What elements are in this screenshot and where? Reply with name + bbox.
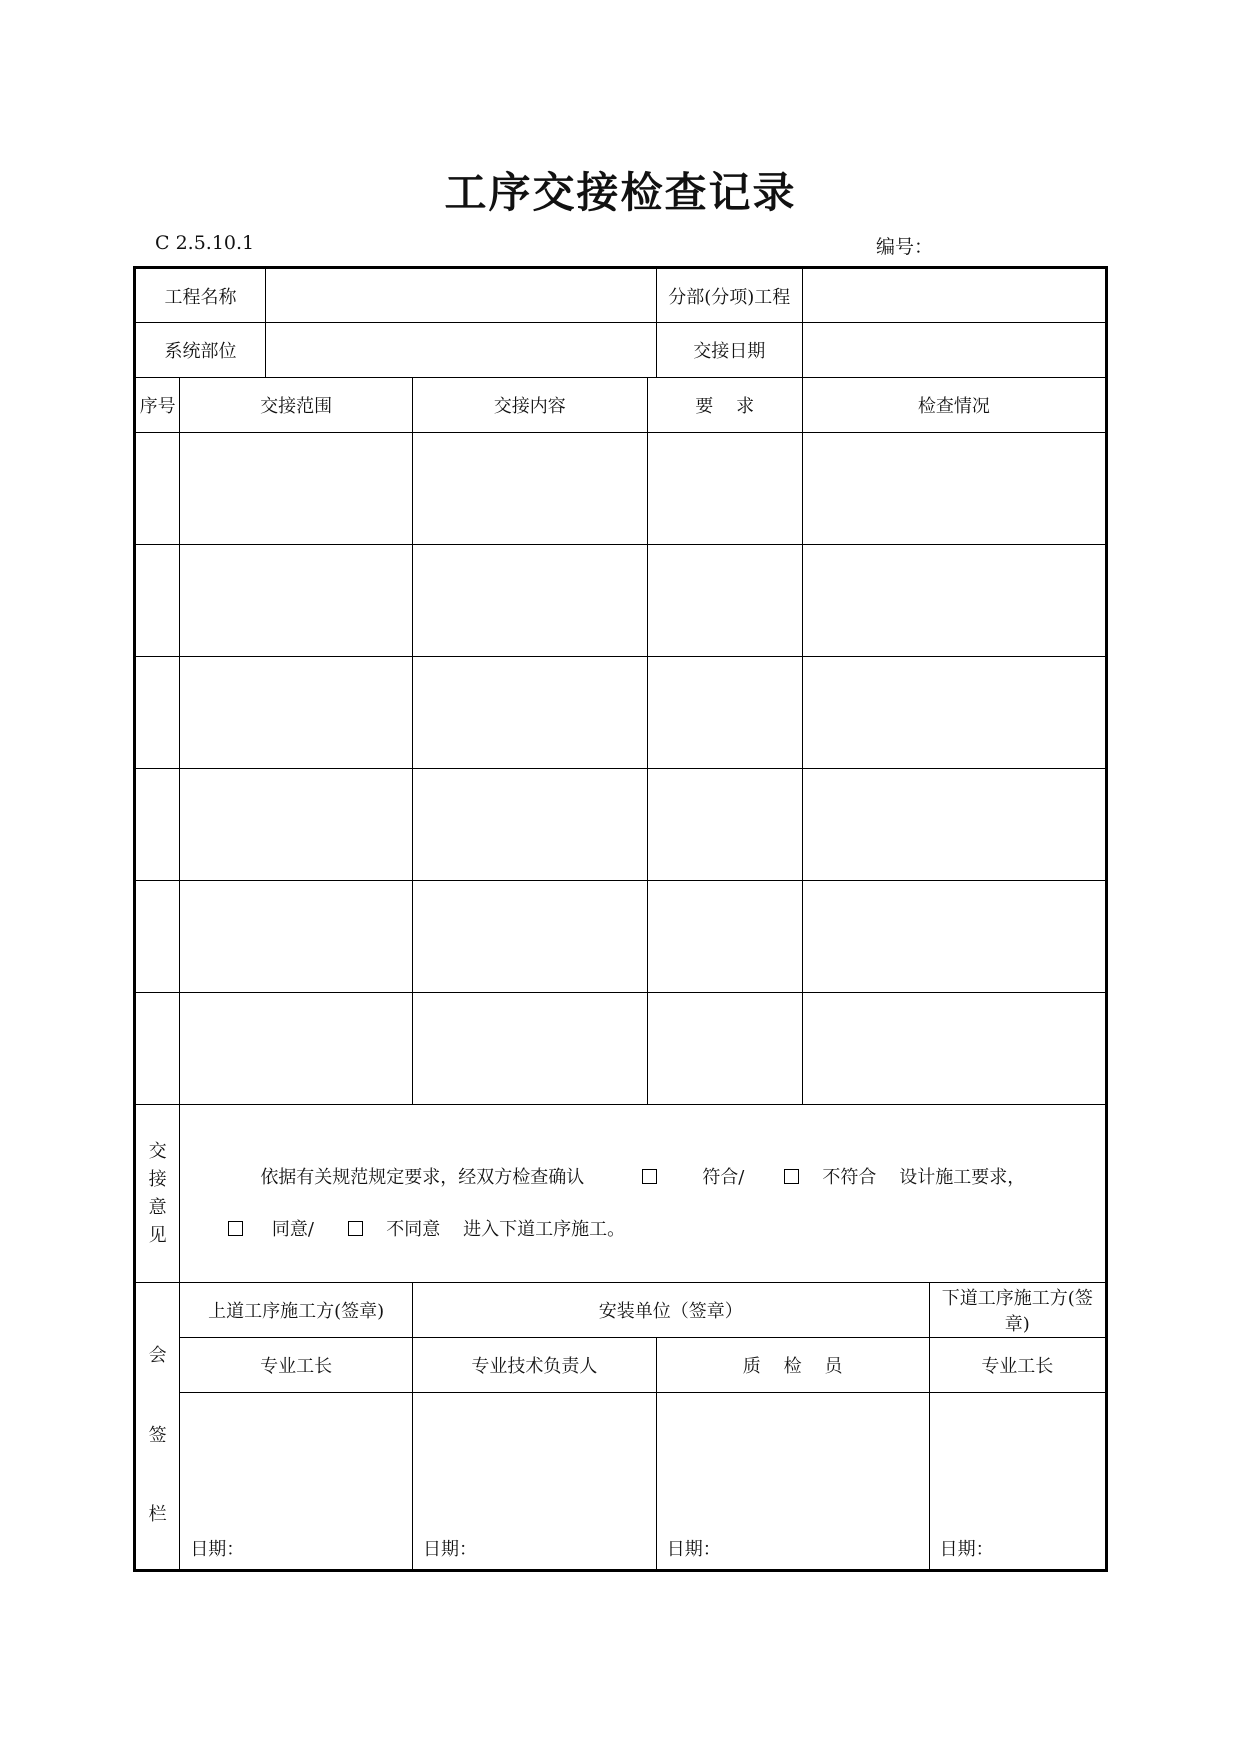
downstream-foreman-label: 专业工长 xyxy=(929,1338,1106,1393)
date-label: 日期： xyxy=(666,1539,721,1560)
cell-scope[interactable] xyxy=(180,993,413,1105)
handover-opinion-row xyxy=(135,1105,1107,1283)
cell-requirement[interactable] xyxy=(647,881,802,993)
cell-content[interactable] xyxy=(412,881,647,993)
cell-seq[interactable] xyxy=(135,881,180,993)
cell-seq[interactable] xyxy=(135,769,180,881)
project-name-label: 工程名称 xyxy=(135,268,266,323)
not-conform-checkbox[interactable] xyxy=(784,1169,799,1184)
disagree-label: 不同意 xyxy=(386,1219,441,1240)
upstream-signature-cell[interactable] xyxy=(180,1393,413,1571)
record-number-label: 编号： xyxy=(876,236,934,258)
conform-checkbox[interactable] xyxy=(642,1169,657,1184)
opinion-basis-text: 依据有关规范规定要求，经双方检查确认 xyxy=(260,1167,585,1188)
date-label: 日期： xyxy=(190,1539,245,1560)
handover-date-label: 交接日期 xyxy=(656,323,802,378)
signoff-role-row xyxy=(135,1338,1107,1393)
handover-date-field[interactable] xyxy=(802,323,1106,378)
date-label: 日期： xyxy=(422,1539,477,1560)
system-part-field[interactable] xyxy=(265,323,656,378)
project-name-field[interactable] xyxy=(265,268,656,323)
cell-seq[interactable] xyxy=(135,657,180,769)
cell-requirement[interactable] xyxy=(647,433,802,545)
table-row xyxy=(135,657,1107,769)
form-code: C 2.5.10.1 xyxy=(155,232,255,254)
cell-scope[interactable] xyxy=(180,433,413,545)
downstream-party-label: 下道工序施工方(签章) xyxy=(929,1283,1106,1338)
opinion-label-char: 意 xyxy=(148,1196,167,1218)
cell-inspection[interactable] xyxy=(802,433,1106,545)
handover-opinion-label xyxy=(135,1105,180,1283)
conform-label: 符合/ xyxy=(702,1167,745,1188)
disagree-checkbox[interactable] xyxy=(348,1221,363,1236)
handover-opinion-cell xyxy=(180,1105,1107,1283)
table-row xyxy=(135,545,1107,657)
cell-requirement[interactable] xyxy=(647,993,802,1105)
page-title: 工序交接检查记录 xyxy=(444,168,797,217)
cell-content[interactable] xyxy=(412,545,647,657)
upstream-party-label: 上道工序施工方(签章) xyxy=(180,1283,413,1338)
design-requirement-text: 设计施工要求， xyxy=(899,1167,1026,1188)
inspector-label: 质 检 员 xyxy=(656,1338,929,1393)
next-process-text: 进入下道工序施工。 xyxy=(463,1219,626,1240)
column-inspection: 检查情况 xyxy=(802,378,1106,433)
system-part-label: 系统部位 xyxy=(135,323,266,378)
subproject-field[interactable] xyxy=(802,268,1106,323)
column-seq: 序号 xyxy=(135,378,180,433)
signoff-label-char: 会 xyxy=(148,1345,167,1366)
column-scope: 交接范围 xyxy=(180,378,413,433)
cell-scope[interactable] xyxy=(180,769,413,881)
signoff-label-char: 签 xyxy=(148,1425,167,1446)
opinion-label-char: 见 xyxy=(148,1224,167,1246)
cell-inspection[interactable] xyxy=(802,881,1106,993)
cell-seq[interactable] xyxy=(135,545,180,657)
cell-scope[interactable] xyxy=(180,545,413,657)
signoff-label-char: 栏 xyxy=(148,1504,167,1525)
cell-inspection[interactable] xyxy=(802,993,1106,1105)
opinion-line-1 xyxy=(260,1163,1025,1189)
cell-seq[interactable] xyxy=(135,433,180,545)
tech-lead-signature-cell[interactable] xyxy=(412,1393,656,1571)
cell-inspection[interactable] xyxy=(802,769,1106,881)
table-row xyxy=(135,881,1107,993)
not-conform-label: 不符合 xyxy=(822,1167,877,1188)
table-row xyxy=(135,993,1107,1105)
handover-inspection-form xyxy=(133,266,1108,1572)
inspector-signature-cell[interactable] xyxy=(656,1393,929,1571)
cell-content[interactable] xyxy=(412,433,647,545)
signoff-signature-row xyxy=(135,1393,1107,1571)
opinion-label-char: 交 xyxy=(148,1140,167,1162)
upstream-foreman-label: 专业工长 xyxy=(180,1338,413,1393)
opinion-label-char: 接 xyxy=(148,1168,167,1190)
date-label: 日期： xyxy=(939,1539,994,1560)
table-row xyxy=(135,433,1107,545)
agree-label: 同意/ xyxy=(271,1219,314,1240)
signoff-party-row xyxy=(135,1283,1107,1338)
cell-scope[interactable] xyxy=(180,881,413,993)
column-content: 交接内容 xyxy=(412,378,647,433)
cell-content[interactable] xyxy=(412,993,647,1105)
cell-content[interactable] xyxy=(412,657,647,769)
cell-content[interactable] xyxy=(412,769,647,881)
downstream-signature-cell[interactable] xyxy=(929,1393,1106,1571)
cell-requirement[interactable] xyxy=(647,769,802,881)
cell-requirement[interactable] xyxy=(647,657,802,769)
tech-lead-label: 专业技术负责人 xyxy=(412,1338,656,1393)
column-requirement: 要 求 xyxy=(647,378,802,433)
signoff-label xyxy=(135,1283,180,1571)
cell-inspection[interactable] xyxy=(802,657,1106,769)
cell-requirement[interactable] xyxy=(647,545,802,657)
cell-seq[interactable] xyxy=(135,993,180,1105)
opinion-line-2 xyxy=(228,1215,625,1241)
table-row xyxy=(135,769,1107,881)
cell-scope[interactable] xyxy=(180,657,413,769)
install-unit-label: 安装单位（签章） xyxy=(412,1283,929,1338)
agree-checkbox[interactable] xyxy=(228,1221,243,1236)
cell-inspection[interactable] xyxy=(802,545,1106,657)
column-header-row xyxy=(135,378,1107,433)
subproject-label: 分部(分项)工程 xyxy=(656,268,802,323)
